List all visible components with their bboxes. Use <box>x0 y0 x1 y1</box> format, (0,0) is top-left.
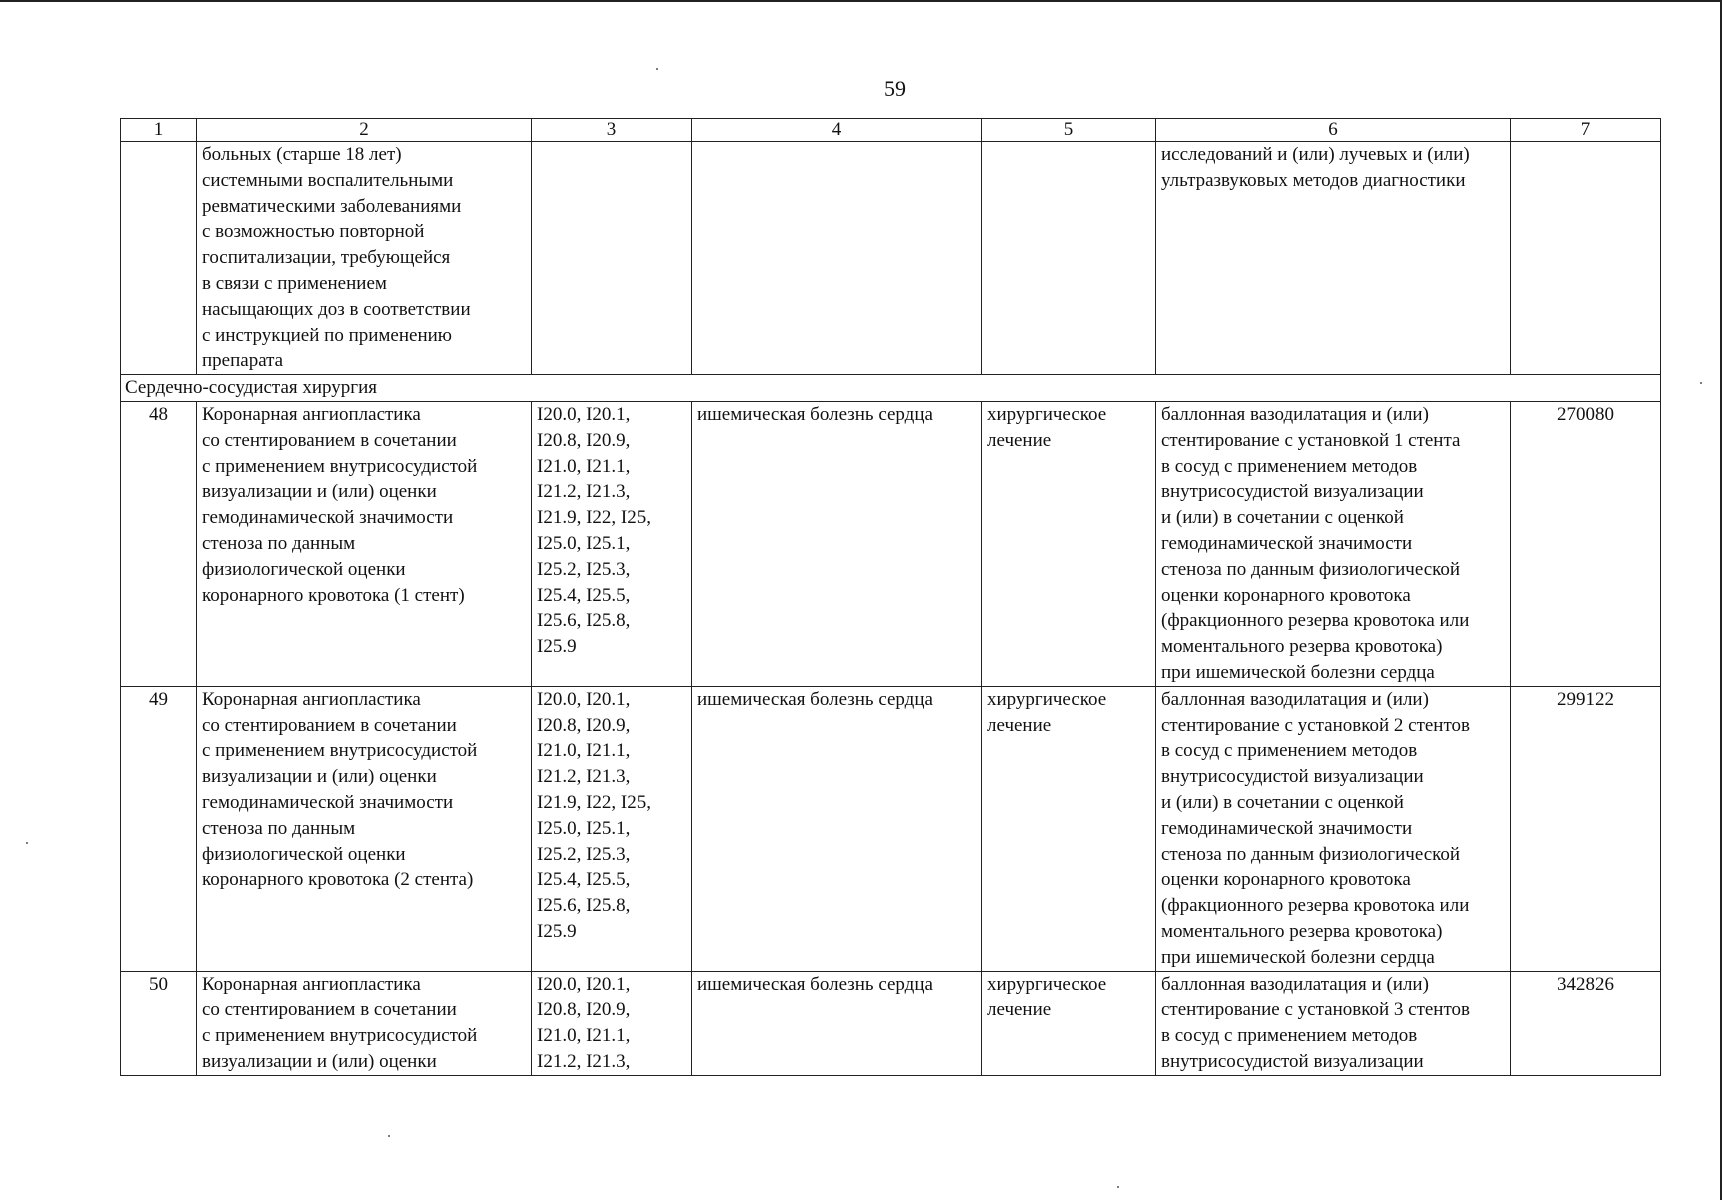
scan-speck <box>656 68 658 70</box>
disease-cell: ишемическая болезнь сердца <box>692 401 982 686</box>
treatment-type-cell: хирургическое лечение <box>982 686 1156 971</box>
section-row <box>121 375 1661 402</box>
icd-codes-cell: I20.0, I20.1, I20.8, I20.9, I21.0, I21.1, I21.2, I21.3, <box>532 971 692 1075</box>
column-header: 1 <box>121 119 197 142</box>
continuation-row <box>121 142 1661 375</box>
column-header: 4 <box>692 119 982 142</box>
price-cell: 270080 <box>1511 401 1661 686</box>
column-header: 2 <box>197 119 532 142</box>
treatment-method-cell: баллонная вазодилатация и (или) стентирование с установкой 2 стентов в сосуд с применением методов внутрисосудистой визуализации и (или) в сочетании с оценкой гемодинамической значимости стеноза по данным физиологической оценки коронарного кровотока (фракционного резерва кровотока или моментального резерва кровотока) при ишемической болезни сердца <box>1156 686 1511 971</box>
treatment-method-cell: баллонная вазодилатация и (или) стентирование с установкой 1 стента в сосуд с применением методов внутрисосудистой визуализации и (или) в сочетании с оценкой гемодинамической значимости стеноза по данным физиологической оценки коронарного кровотока (фракционного резерва кровотока или моментального резерва кровотока) при ишемической болезни сердца <box>1156 401 1511 686</box>
price-cell <box>1511 142 1661 375</box>
scan-speck <box>1117 1186 1119 1188</box>
scan-edge-top <box>0 0 1722 2</box>
row-number <box>121 142 197 375</box>
care-model-cell: больных (старше 18 лет) системными воспалительными ревматическими заболеваниями с возможностью повторной госпитализации, требующейся в связи с применением насыщающих доз в соответствии с инструкцией по применению препарата <box>197 142 532 375</box>
icd-codes-cell: I20.0, I20.1, I20.8, I20.9, I21.0, I21.1, I21.2, I21.3, I21.9, I22, I25, I25.0, I25.1, I25.2, I25.3, I25.4, I25.5, I25.6, I25.8, I25.9 <box>532 401 692 686</box>
care-model-cell: Коронарная ангиопластика со стентированием в сочетании с применением внутрисосудистой визуализации и (или) оценки гемодинамической значимости стеноза по данным физиологической оценки коронарного кровотока (1 стент) <box>197 401 532 686</box>
column-header: 5 <box>982 119 1156 142</box>
services-table <box>120 118 1661 1076</box>
row-number: 49 <box>121 686 197 971</box>
column-header: 6 <box>1156 119 1511 142</box>
column-header-row <box>121 119 1661 142</box>
treatment-method-cell: баллонная вазодилатация и (или) стентирование с установкой 3 стентов в сосуд с применением методов внутрисосудистой визуализации <box>1156 971 1511 1075</box>
column-header: 3 <box>532 119 692 142</box>
scan-speck <box>26 842 28 844</box>
row-number: 48 <box>121 401 197 686</box>
table-row <box>121 971 1661 1075</box>
page-number: 59 <box>884 76 906 101</box>
table-row <box>121 401 1661 686</box>
care-model-cell: Коронарная ангиопластика со стентированием в сочетании с применением внутрисосудистой визуализации и (или) оценки гемодинамической значимости стеноза по данным физиологической оценки коронарного кровотока (2 стента) <box>197 686 532 971</box>
treatment-type-cell <box>982 142 1156 375</box>
section-title: Сердечно-сосудистая хирургия <box>121 375 1661 402</box>
treatment-type-cell: хирургическое лечение <box>982 401 1156 686</box>
disease-cell: ишемическая болезнь сердца <box>692 971 982 1075</box>
row-number: 50 <box>121 971 197 1075</box>
column-header: 7 <box>1511 119 1661 142</box>
icd-codes-cell: I20.0, I20.1, I20.8, I20.9, I21.0, I21.1, I21.2, I21.3, I21.9, I22, I25, I25.0, I25.1, I25.2, I25.3, I25.4, I25.5, I25.6, I25.8, I25.9 <box>532 686 692 971</box>
disease-cell: ишемическая болезнь сердца <box>692 686 982 971</box>
price-cell: 299122 <box>1511 686 1661 971</box>
table-row <box>121 686 1661 971</box>
scan-speck <box>388 1135 390 1137</box>
price-cell: 342826 <box>1511 971 1661 1075</box>
icd-codes-cell <box>532 142 692 375</box>
scan-speck <box>1700 382 1702 384</box>
disease-cell <box>692 142 982 375</box>
treatment-method-cell: исследований и (или) лучевых и (или) ультразвуковых методов диагностики <box>1156 142 1511 375</box>
care-model-cell: Коронарная ангиопластика со стентированием в сочетании с применением внутрисосудистой визуализации и (или) оценки <box>197 971 532 1075</box>
treatment-type-cell: хирургическое лечение <box>982 971 1156 1075</box>
